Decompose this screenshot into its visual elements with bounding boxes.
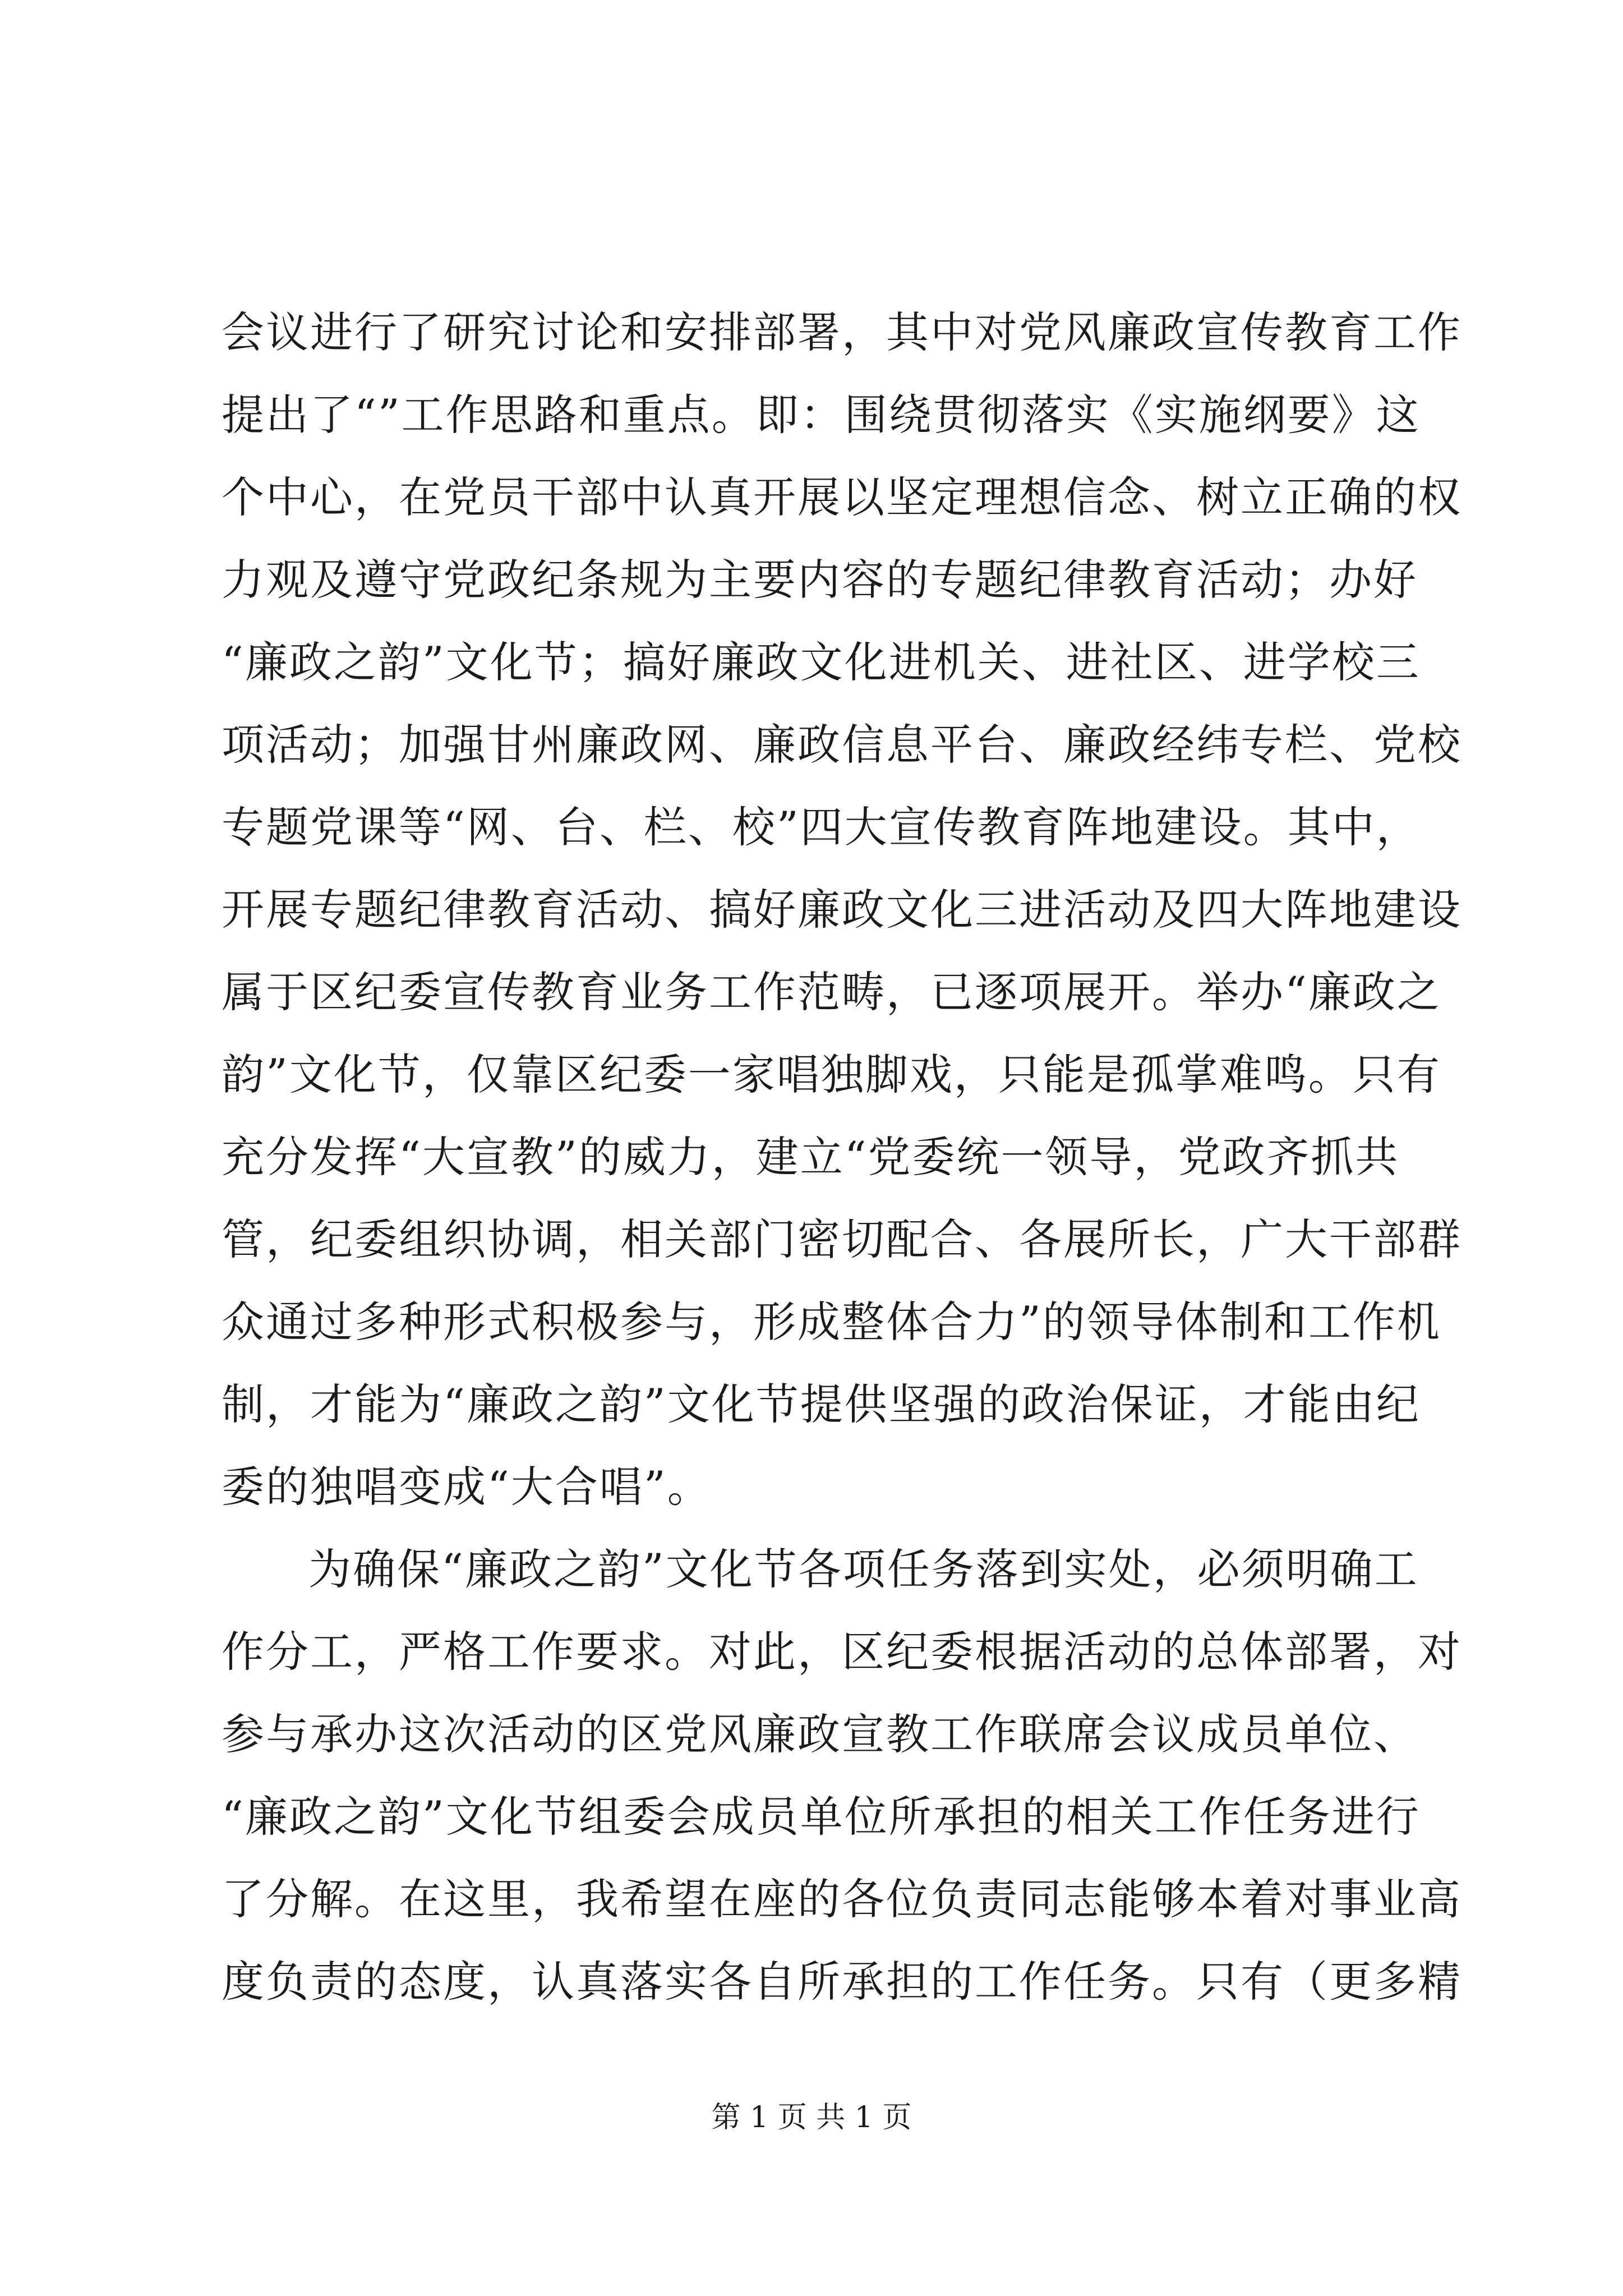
text-line: 众通过多种形式积极参与，形成整体合力”的领导体制和工作机 xyxy=(222,1297,1441,1347)
text-line: 制，才能为“廉政之韵”文化节提供坚强的政治保证，才能由纪 xyxy=(222,1379,1421,1429)
text-line: 属于区纪委宣传教育业务工作范畴，已逐项展开。举办“廉政之 xyxy=(222,967,1441,1017)
paragraph-first-line: 为确保“廉政之韵”文化节各项任务落到实处，必须明确工 xyxy=(308,1544,1419,1594)
text-line: 提出了“”工作思路和重点。即：围绕贯彻落实《实施纲要》这 xyxy=(222,390,1421,440)
text-line: “廉政之韵”文化节；搞好廉政文化进机关、进社区、进学校三 xyxy=(222,637,1421,687)
text-line: 委的独唱变成“大合唱”。 xyxy=(222,1462,712,1512)
text-line: 了分解。在这里，我希望在座的各位负责同志能够本着对事业高 xyxy=(222,1874,1462,1924)
text-line: 个中心，在党员干部中认真开展以坚定理想信念、树立正确的权 xyxy=(222,472,1462,522)
text-line: 作分工，严格工作要求。对此，区纪委根据活动的总体部署，对 xyxy=(222,1627,1462,1677)
text-line: 充分发挥“大宣教”的威力，建立“党委统一领导，党政齐抓共 xyxy=(222,1132,1400,1182)
text-line: 会议进行了研究讨论和安排部署，其中对党风廉政宣传教育工作 xyxy=(222,307,1462,357)
text-line: “廉政之韵”文化节组委会成员单位所承担的相关工作任务进行 xyxy=(222,1792,1421,1842)
text-line: 开展专题纪律教育活动、搞好廉政文化三进活动及四大阵地建设 xyxy=(222,885,1462,935)
page-footer xyxy=(0,2098,1623,2137)
text-line: 力观及遵守党政纪条规为主要内容的专题纪律教育活动；办好 xyxy=(222,555,1418,605)
text-line: 项活动；加强甘州廉政网、廉政信息平台、廉政经纬专栏、党校 xyxy=(222,720,1462,770)
text-line: 韵”文化节，仅靠区纪委一家唱独脚戏，只能是孤掌难鸣。只有 xyxy=(222,1050,1441,1099)
text-line: 度负责的态度，认真落实各自所承担的工作任务。只有（更多精 xyxy=(222,1957,1462,2007)
text-line: 管，纪委组织协调，相关部门密切配合、各展所长，广大干部群 xyxy=(222,1214,1462,1264)
text-line: 参与承办这次活动的区党风廉政宣教工作联席会议成员单位、 xyxy=(222,1709,1418,1759)
page-number-label: 第 1 页 共 1 页 xyxy=(711,2101,912,2134)
text-line: 专题党课等“网、台、栏、校”四大宣传教育阵地建设。其中， xyxy=(222,802,1421,852)
